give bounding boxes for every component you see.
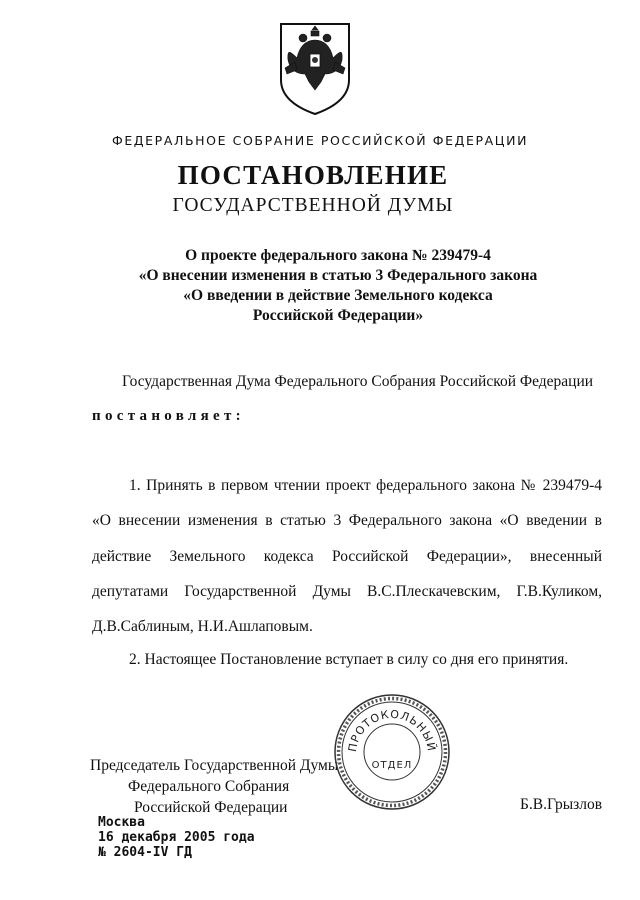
subject-line: «О внесении изменения в статью 3 Федерального закона — [138, 267, 538, 284]
item-line: депутатами Государственной Думы В.С.Плескачевским, Г.В.Куликом, — [92, 582, 602, 600]
resolves-word: постановляет: — [92, 408, 245, 424]
document-subject — [0, 246, 640, 326]
subject-line: Российской Федерации» — [252, 307, 424, 324]
footer-city: Москва — [98, 815, 145, 830]
signatory-title-line: Федерального Собрания — [128, 778, 290, 795]
organization-header: ФЕДЕРАЛЬНОЕ СОБРАНИЕ РОССИЙСКОЙ ФЕДЕРАЦИИ — [111, 133, 529, 148]
state-emblem-icon — [275, 18, 355, 118]
svg-text:ПРОТОКОЛЬНЫЙ: ПРОТОКОЛЬНЫЙ — [345, 707, 439, 753]
document-type-title: ПОСТАНОВЛЕНИЕ — [177, 160, 449, 190]
document-footer — [98, 815, 255, 860]
subject-line: О проекте федерального закона № 239479-4 — [185, 247, 491, 264]
svg-text:ОТДЕЛ: ОТДЕЛ — [371, 760, 413, 771]
footer-date: 16 декабря 2005 года — [98, 830, 255, 845]
document-issuer-title: ГОСУДАРСТВЕННОЙ ДУМЫ — [172, 195, 454, 216]
preamble-text: Государственная Дума Федерального Собрания Российской Федерации — [122, 373, 594, 390]
official-stamp-icon — [332, 692, 452, 812]
item-line: Д.В.Саблиным, Н.И.Ашлаповым. — [92, 618, 313, 636]
footer-number: № 2604-IV ГД — [98, 845, 192, 860]
subject-line: «О введении в действие Земельного кодекса — [183, 287, 493, 304]
resolution-item-1 — [92, 474, 602, 650]
signatory-name: Б.В.Грызлов — [520, 796, 603, 813]
signatory-title — [90, 755, 338, 818]
item-line: действие Земельного кодекса Российской Федерации», внесенный — [92, 547, 602, 565]
signatory-title-line: Председатель Государственной Думы — [90, 757, 339, 774]
item-line: «О внесении изменения в статью 3 Федерального закона «О введении в — [92, 512, 602, 530]
resolution-item-2: 2. Настоящее Постановление вступает в силу со дня его принятия. — [129, 651, 569, 668]
signatory-title-line: Российской Федерации — [134, 799, 288, 816]
item-line: 1. Принять в первом чтении проект федерального закона № 239479-4 — [129, 477, 602, 494]
